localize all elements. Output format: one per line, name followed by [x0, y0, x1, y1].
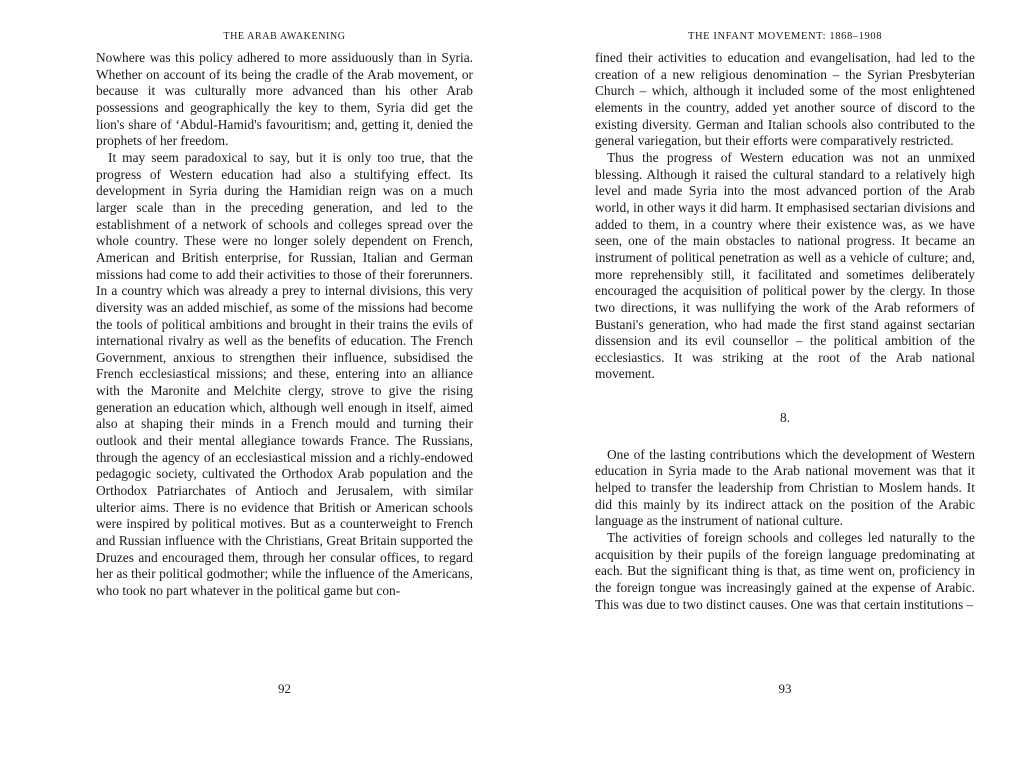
paragraph: Nowhere was this policy adhered to more assiduously than in Syria. Whether on account of its being the cradle of the Arab movement, or because it was culturally more advanced than his other Arab possessions and geographically the key to them, Syria did get the lion's share of ‘Abdul-Hamid's favouritism; and, getting it, denied the prophets of her freedom.	[96, 50, 473, 149]
paragraph: Thus the progress of Western education was not an unmixed blessing. Although it raised the cultural standard to a relatively high level and made Syria into the most advanced portion of the Arab world, in other ways it did harm. It emphasised sectarian divisions and added to them, in a country where their existence was, as we have seen, one of the main obstacles to national progress. It became an instrument of political penetration as well as a vehicle of culture; and, more reprehensibly still, it facilitated and sometimes deliberately encouraged the acquisition of political power by the clergy. In those two directions, it was nullifying the work of the Arab reformers of Bustani's generation, who had made the first stand against sectarian dissension and its evil counsellor – the political ambition of the ecclesiastics. It was striking at the root of the Arab national movement.	[595, 149, 975, 382]
page-number-left: 92	[278, 681, 291, 696]
paragraph: One of the lasting contributions which the development of Western education in Syria made to the Arab national movement was that it helped to transfer the leadership from Christian to Moslem hands. It did this mainly by its indirect attack on the position of the Arabic language as the instrument of national culture.	[595, 446, 975, 529]
paragraph: It may seem paradoxical to say, but it is only too true, that the progress of Western education had also a stultifying effect. Its development in Syria during the Hamidian reign was on a much larger scale than in the preceding generation, and led to the establishment of a network of schools and colleges spread over the whole country. These were no longer solely dependent on French, American and British enterprise, for Russian, Italian and German missions had come to add their activities to those of their forerunners. In a country which was already a prey to internal divisions, this very diversity was an added mischief, as some of the missions had become the tools of political ambitions and brought in their trains the evils of international rivalry as well as the benefits of education. The French Government, anxious to strengthen their influence, subsidised the French ecclesiastical missions; and these, entering into an alliance with the Maronite and Melchite clergy, strove to give the rising generation an education which, although well enough in itself, aimed also at shaping their minds in a French mould and turning their outlook and their mental allegiance towards France. The Russians, through the agency of an ecclesiastical mission and a richly-endowed pedagogic society, cultivated the Orthodox Arab population and the Orthodox Patriarchates of Antioch and Jerusalem, with similar ulterior aims. There is no evidence that British or American schools were inspired by political motives. But as a counterweight to French and Russian influence with the Christians, Great Britain supported the Druzes and encouraged them, through her consular offices, to regard her as their political godmother; while the influence of the Americans, who took no part whatever in the political game but con-	[96, 149, 473, 598]
paragraph: fined their activities to education and evangelisation, had led to the creation of a new religious denomination – the Syrian Presbyterian Church – which, although it included some of the most enlightened elements in the country, added yet another source of discord to the existing diversity. German and Italian schools also contributed to the general variegation, but their efforts were comparatively restricted.	[595, 50, 975, 149]
right-page-body	[595, 50, 975, 613]
section-number: 8.	[779, 410, 791, 426]
left-page-body	[96, 50, 473, 600]
running-head-right: THE INFANT MOVEMENT: 1868–1908	[687, 31, 883, 42]
running-head-left: THE ARAB AWAKENING	[223, 31, 346, 42]
right-page	[595, 0, 975, 766]
left-page	[96, 0, 473, 766]
paragraph: The activities of foreign schools and colleges led naturally to the acquisition by their pupils of the foreign language predominating at each. But the significant thing is that, as time went on, proficiency in the foreign tongue was increasingly gained at the expense of Arabic. This was due to two distinct causes. One was that certain institutions –	[595, 530, 975, 612]
page-number-right: 93	[778, 681, 792, 696]
